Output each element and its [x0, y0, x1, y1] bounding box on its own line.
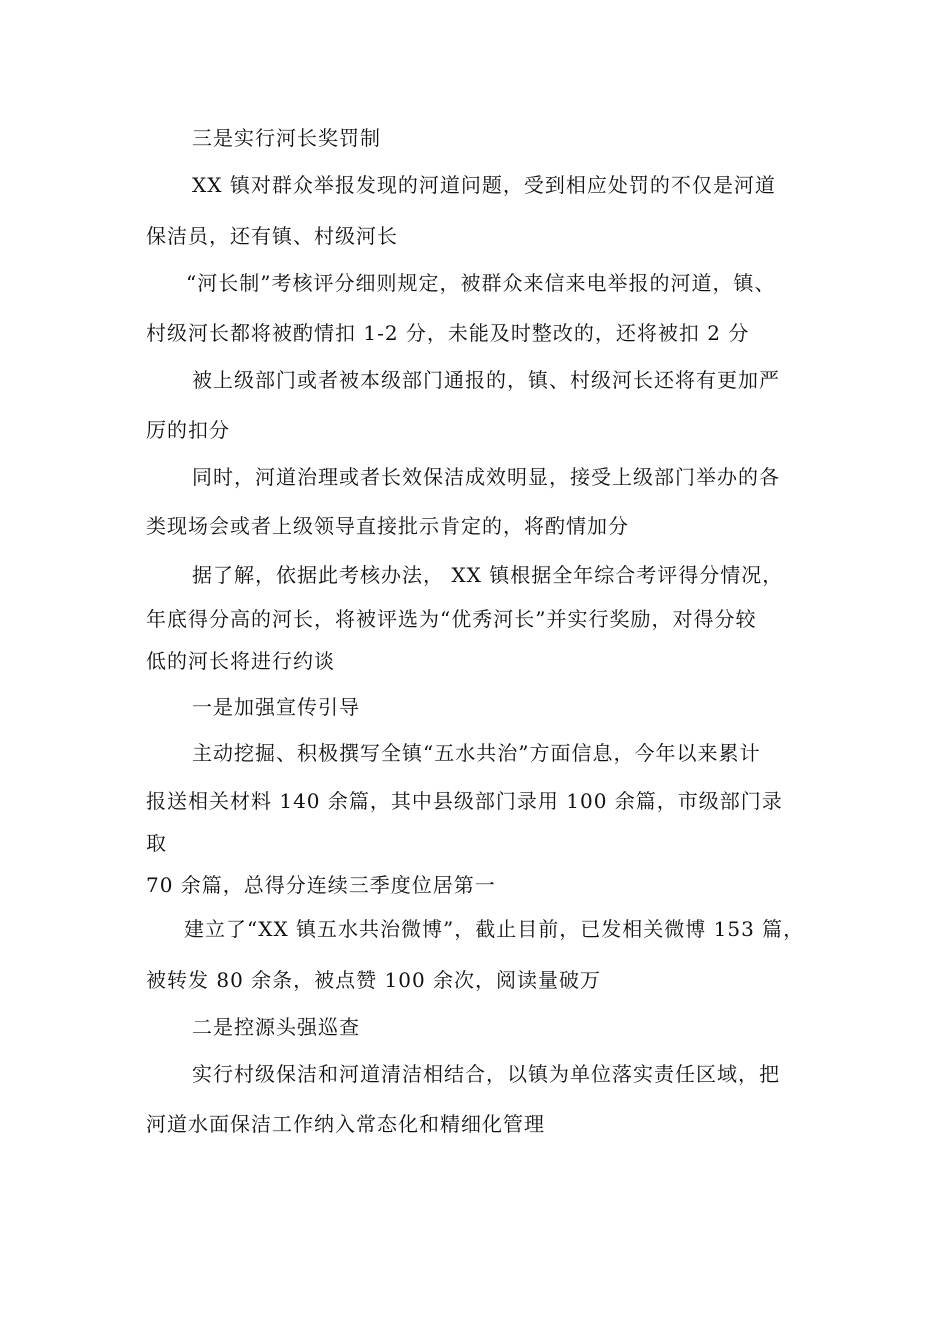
paragraph-line: 厉的扣分: [146, 418, 230, 442]
section-heading-source-control: 二是控源头强巡查: [192, 1015, 360, 1039]
paragraph-line: 被上级部门或者被本级部门通报的，镇、村级河长还将有更加严: [192, 368, 780, 392]
paragraph-line: 低的河长将进行约谈: [146, 649, 335, 673]
paragraph-line: 保洁员，还有镇、村级河长: [146, 224, 398, 248]
paragraph-line: 报送相关材料 140 余篇，其中县级部门录用 100 余篇，市级部门录: [146, 789, 783, 813]
paragraph-line: 70 余篇，总得分连续三季度位居第一: [146, 873, 496, 897]
paragraph-line: 主动挖掘、积极撰写全镇“五水共治”方面信息，今年以来累计: [192, 741, 761, 765]
paragraph-line: 取: [146, 831, 167, 855]
paragraph-line: 建立了“XX 镇五水共治微博”，截止目前，已发相关微博 153 篇，: [184, 917, 805, 941]
section-heading-publicity: 一是加强宣传引导: [192, 695, 360, 719]
paragraph-line: “河长制”考核评分细则规定，被群众来信来电举报的河道，镇、: [186, 271, 776, 295]
paragraph-line: 实行村级保洁和河道清洁相结合，以镇为单位落实责任区域，把: [192, 1062, 780, 1086]
paragraph-line: 同时，河道治理或者长效保洁成效明显，接受上级部门举办的各: [192, 465, 780, 489]
paragraph-line: 被转发 80 余条，被点赞 100 余次，阅读量破万: [146, 968, 602, 992]
section-heading-reward-penalty: 三是实行河长奖罚制: [192, 126, 381, 150]
paragraph-line: 类现场会或者上级领导直接批示肯定的，将酌情加分: [146, 514, 629, 538]
paragraph-line: 村级河长都将被酌情扣 1-2 分，未能及时整改的，还将被扣 2 分: [146, 321, 750, 345]
paragraph-line: XX 镇对群众举报发现的河道问题，受到相应处罚的不仅是河道: [192, 173, 776, 197]
paragraph-line: 河道水面保洁工作纳入常态化和精细化管理: [146, 1112, 545, 1136]
paragraph-line: 年底得分高的河长，将被评选为“优秀河长”并实行奖励，对得分较: [146, 607, 757, 631]
paragraph-line: 据了解，依据此考核办法， XX 镇根据全年综合考评得分情况，: [192, 563, 784, 587]
